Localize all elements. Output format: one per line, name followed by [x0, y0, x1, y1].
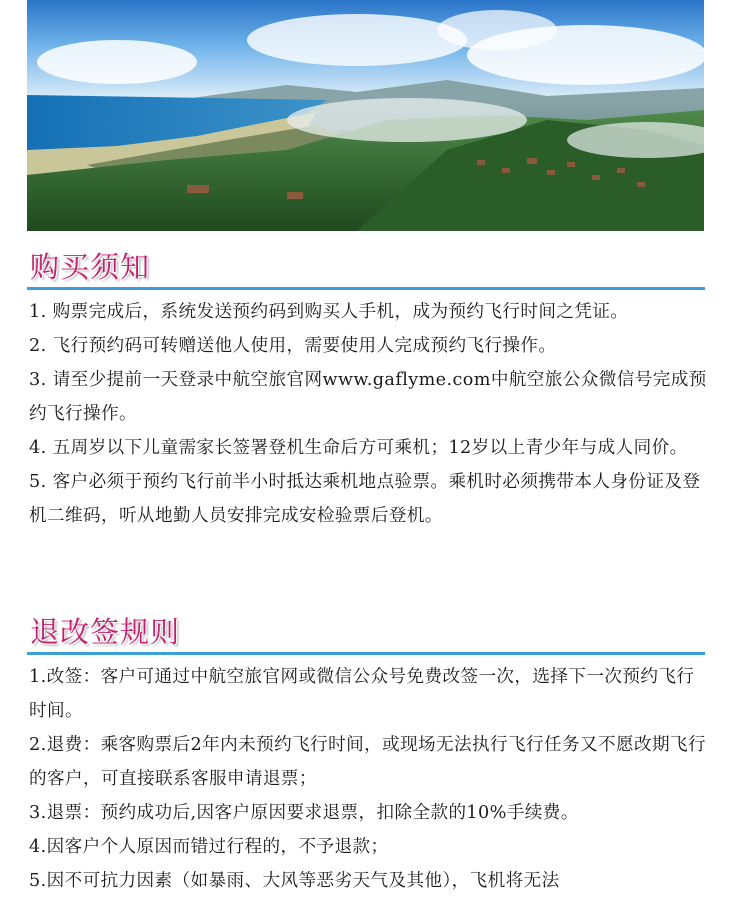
section-title-purchase: 购买须知	[30, 250, 151, 284]
purchase-notes-list	[29, 295, 709, 533]
purchase-note-4: 4. 五周岁以下儿童需家长签署登机生命后方可乘机；12岁以上青少年与成人同价。	[29, 438, 688, 458]
section-title-refund: 退改签规则	[30, 615, 181, 649]
refund-rule-3: 3.退票：预约成功后,因客户原因要求退票，扣除全款的10%手续费。	[29, 803, 579, 823]
purchase-note-2: 2. 飞行预约码可转赠送他人使用，需要使用人完成预约飞行操作。	[29, 336, 557, 356]
purchase-note-3: 3. 请至少提前一天登录中航空旅官网www.gaflyme.com中航空旅公众微信号完成预约飞行操作。	[29, 370, 707, 424]
section-divider	[27, 652, 705, 655]
landscape-illustration	[27, 0, 704, 231]
refund-rule-1: 1.改签：客户可通过中航空旅官网或微信公众号免费改签一次，选择下一次预约飞行时间。	[29, 667, 695, 721]
purchase-note-1: 1. 购票完成后，系统发送预约码到购买人手机，成为预约飞行时间之凭证。	[29, 302, 629, 322]
section-divider	[27, 287, 705, 290]
refund-rule-5: 5.因不可抗力因素（如暴雨、大风等恶劣天气及其他），飞机将无法	[29, 871, 560, 891]
refund-rule-4: 4.因客户个人原因而错过行程的，不予退款；	[29, 837, 389, 857]
purchase-note-5: 5. 客户必须于预约飞行前半小时抵达乘机地点验票。乘机时必须携带本人身份证及登机二维码，听从地勤人员安排完成安检验票后登机。	[29, 472, 701, 526]
hero-landscape-image	[27, 0, 704, 231]
refund-rules-list	[29, 660, 709, 898]
refund-rule-2: 2.退费：乘客购票后2年内未预约飞行时间，或现场无法执行飞行任务又不愿改期飞行的客户，可直接联系客服申请退票；	[29, 735, 706, 789]
